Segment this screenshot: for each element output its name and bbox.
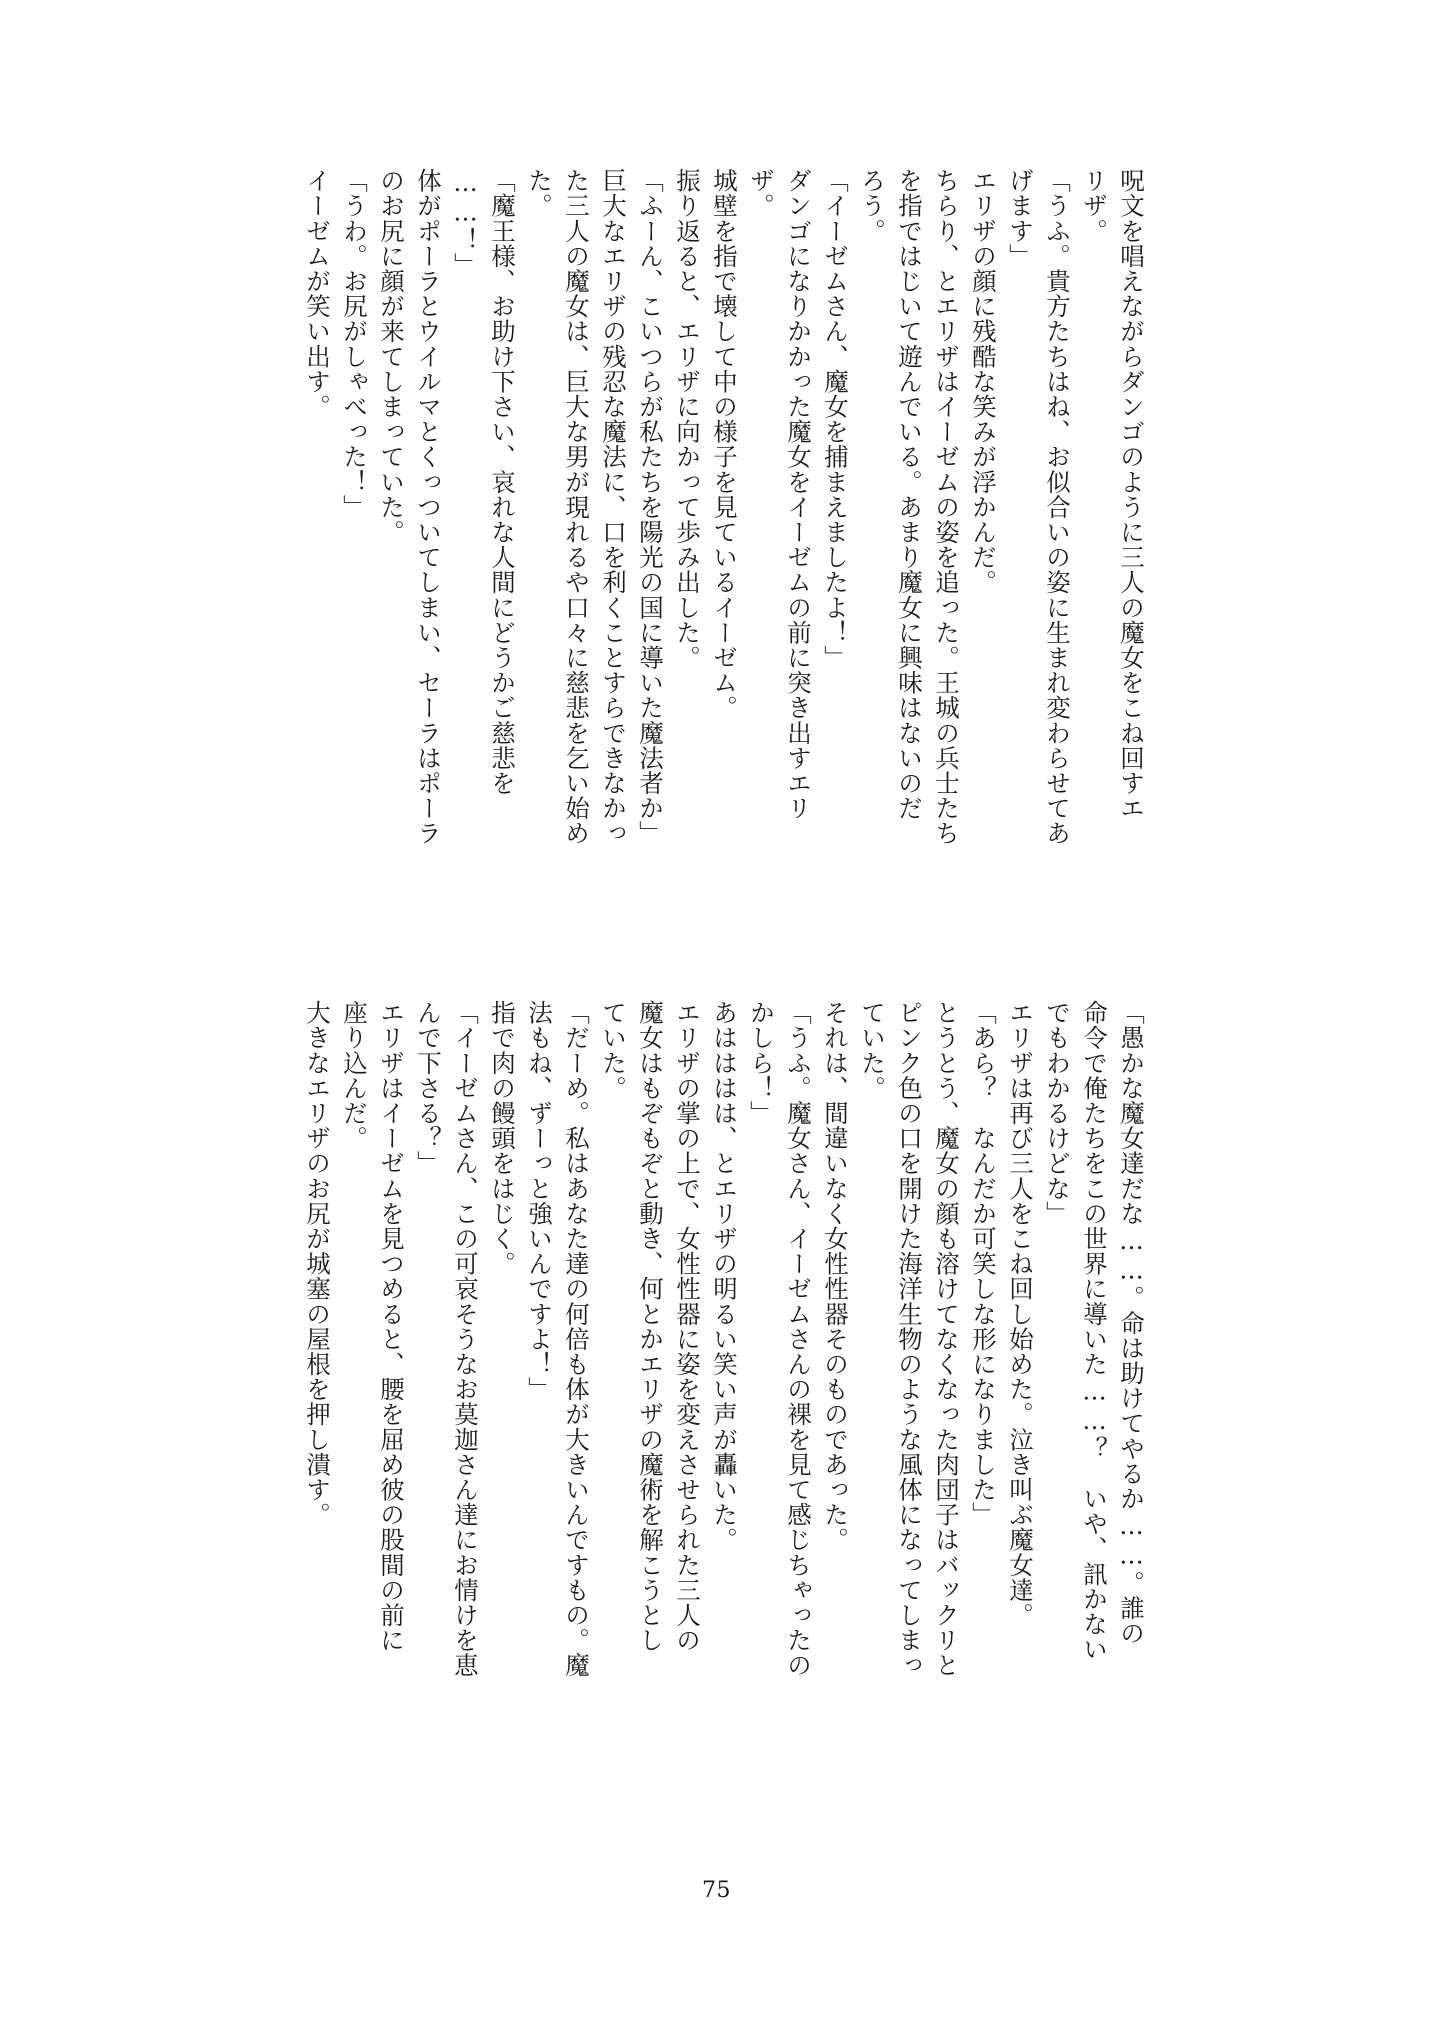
text-line: エリザの顔に残酷な笑みが浮かんだ。 — [969, 168, 998, 595]
text-line: 巨大なエリザの残忍な魔法に、口を利くことすらできなかっ — [599, 168, 628, 846]
text-line: 「魔王様、お助け下さい、哀れな人間にどうかご慈悲を — [488, 168, 517, 796]
text-line: エリザは再び三人をこね回し始めた。泣き叫ぶ魔女達。 — [1006, 1000, 1035, 1628]
text-line: 振り返ると、エリザに向かって歩み出した。 — [673, 168, 702, 670]
text-line: げます」 — [1006, 168, 1035, 269]
text-line: ていた。 — [858, 1000, 887, 1101]
text-line: 命令で俺たちをこの世界に導いた……？ いや、訊かない — [1080, 1000, 1109, 1662]
text-line: を指ではじいて遊んでいる。あまり魔女に興味はないのだ — [895, 168, 924, 821]
text-line: 「うふ。魔女さん、イーゼムさんの裸を見て感じちゃったの — [784, 1000, 813, 1678]
text-line: た三人の魔女は、巨大な男が現れるや口々に慈悲を乞い始め — [562, 168, 591, 846]
text-line: ダンゴになりかかった魔女をイーゼムの前に突き出すエリ — [784, 168, 813, 821]
text-line: ちらり、とエリザはイーゼムの姿を追った。王城の兵士たち — [932, 168, 961, 846]
text-line: でもわかるけどな」 — [1043, 1000, 1072, 1226]
text-line: ろう。 — [858, 168, 887, 244]
text-line: ピンク色の口を開けた海洋生物のような風体になってしまっ — [895, 1000, 924, 1678]
text-line: 体がポーラとウイルマとくっついてしまい、セーラはポーラ — [414, 168, 443, 846]
lower-text-block — [299, 1000, 1150, 1720]
text-line: 城壁を指で壊して中の様子を見ているイーゼム。 — [710, 168, 739, 721]
upper-text-block — [299, 168, 1150, 888]
text-line: リザ。 — [1080, 168, 1109, 244]
text-line: 法もね、ずーっと強いんですよ！」 — [525, 1000, 554, 1402]
page-number: 75 — [702, 1878, 731, 1903]
text-line: 座り込んだ。 — [340, 1000, 369, 1151]
text-line: エリザはイーゼムを見つめると、腰を屈め彼の股間の前に — [377, 1000, 406, 1653]
text-line: エリザの掌の上で、女性性器に姿を変えさせられた三人の — [673, 1000, 702, 1653]
text-line: とうとう、魔女の顔も溶けてなくなった肉団子はバックリと — [932, 1000, 961, 1678]
text-line: 呪文を唱えながらダンゴのように三人の魔女をこね回すエ — [1117, 168, 1146, 821]
text-line: ……！」 — [451, 168, 480, 278]
text-line: 「ふーん、こいつらが私たちを陽光の国に導いた魔法者か」 — [636, 168, 665, 846]
text-line: 「イーゼムさん、この可哀そうなお莫迦さん達にお情けを恵 — [451, 1000, 480, 1678]
text-line: 「うふ。貴方たちはね、お似合いの姿に生まれ変わらせてあ — [1043, 168, 1072, 846]
text-line: のお尻に顔が来てしまっていた。 — [377, 168, 406, 545]
text-line: 指で肉の饅頭をはじく。 — [488, 1000, 517, 1277]
text-line: んで下さる？」 — [414, 1000, 443, 1176]
text-line: ザ。 — [747, 168, 776, 219]
text-line: それは、間違いなく女性性器そのものであった。 — [821, 1000, 850, 1553]
text-line: た。 — [525, 168, 554, 219]
text-line: 魔女はもぞもぞと動き、何とかエリザの魔術を解こうとし — [636, 1000, 665, 1653]
text-line: 「愚かな魔女達だな……。命は助けてやるか……。誰の — [1117, 1000, 1146, 1646]
text-line: あはははは、とエリザの明るい笑い声が轟いた。 — [710, 1000, 739, 1553]
text-line: 「だーめ。私はあなた達の何倍も体が大きいんですもの。魔 — [562, 1000, 591, 1678]
text-line: ていた。 — [599, 1000, 628, 1101]
text-line: イーゼムが笑い出す。 — [303, 168, 332, 419]
text-line: 「うわ。お尻がしゃべった！」 — [340, 168, 369, 520]
text-line: 「あら？ なんだか可笑しな形になりました」 — [969, 1000, 998, 1528]
text-line: 「イーゼムさん、魔女を捕まえましたよ！」 — [821, 168, 850, 670]
text-line: かしら！」 — [747, 1000, 776, 1126]
text-line: 大きなエリザのお尻が城塞の屋根を押し潰す。 — [303, 1000, 332, 1528]
